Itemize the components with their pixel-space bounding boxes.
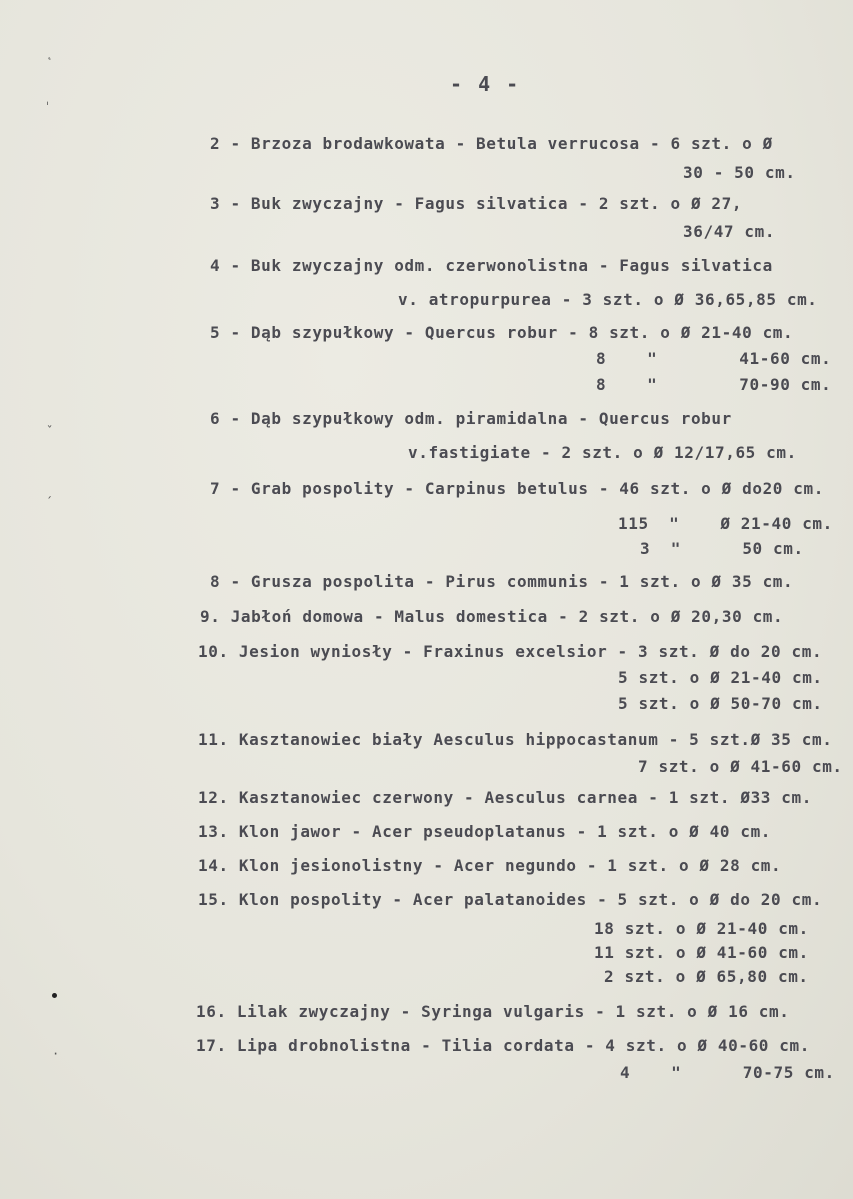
text-line: 16. Lilak zwyczajny - Syringa vulgaris - 1 szt. o Ø 16 cm.	[196, 1002, 790, 1021]
text-line: 3 " 50 cm.	[640, 539, 804, 558]
margin-mark: ˇ	[46, 424, 54, 438]
text-line: 12. Kasztanowiec czerwony - Aesculus carnea - 1 szt. Ø33 cm.	[198, 788, 812, 807]
text-line: 2 szt. o Ø 65,80 cm.	[604, 967, 809, 986]
text-line: 5 - Dąb szypułkowy - Quercus robur - 8 szt. o Ø 21-40 cm.	[210, 323, 794, 342]
text-line: 5 szt. o Ø 50-70 cm.	[618, 694, 823, 713]
text-line: 8 " 41-60 cm.	[596, 349, 832, 368]
text-line: 30 - 50 cm.	[683, 163, 796, 182]
text-line: 8 " 70-90 cm.	[596, 375, 832, 394]
text-line: 3 - Buk zwyczajny - Fagus silvatica - 2 szt. o Ø 27,	[210, 194, 743, 213]
margin-mark: ˈ	[44, 100, 52, 114]
text-line: v. atropurpurea - 3 szt. o Ø 36,65,85 cm.	[398, 290, 818, 309]
margin-mark: ˏ	[46, 484, 54, 498]
text-line: 115 " Ø 21-40 cm.	[618, 514, 833, 533]
text-line: 36/47 cm.	[683, 222, 776, 241]
text-line: 10. Jesion wyniosły - Fraxinus excelsior - 3 szt. Ø do 20 cm.	[198, 642, 823, 661]
text-line: 7 - Grab pospolity - Carpinus betulus - 46 szt. o Ø do20 cm.	[210, 479, 824, 498]
text-line: 7 szt. o Ø 41-60 cm.	[638, 757, 843, 776]
page-number: - 4 -	[450, 72, 521, 96]
margin-mark: ˛	[46, 46, 54, 60]
text-line: 14. Klon jesionolistny - Acer negundo - 1 szt. o Ø 28 cm.	[198, 856, 782, 875]
text-line: 13. Klon jawor - Acer pseudoplatanus - 1 szt. o Ø 40 cm.	[198, 822, 772, 841]
text-line: 8 - Grusza pospolita - Pirus communis - 1 szt. o Ø 35 cm.	[210, 572, 794, 591]
margin-dot	[52, 993, 57, 998]
margin-mark: ·	[52, 1047, 60, 1061]
text-line: 4 - Buk zwyczajny odm. czerwonolistna - Fagus silvatica	[210, 256, 773, 275]
text-line: v.fastigiate - 2 szt. o Ø 12/17,65 cm.	[408, 443, 797, 462]
text-line: 9. Jabłoń domowa - Malus domestica - 2 szt. o Ø 20,30 cm.	[200, 607, 784, 626]
text-line: 11 szt. o Ø 41-60 cm.	[594, 943, 809, 962]
text-line: 17. Lipa drobnolistna - Tilia cordata - 4 szt. o Ø 40-60 cm.	[196, 1036, 810, 1055]
text-line: 18 szt. o Ø 21-40 cm.	[594, 919, 809, 938]
text-line: 11. Kasztanowiec biały Aesculus hippocastanum - 5 szt.Ø 35 cm.	[198, 730, 833, 749]
text-line: 4 " 70-75 cm.	[620, 1063, 835, 1082]
text-line: 6 - Dąb szypułkowy odm. piramidalna - Quercus robur	[210, 409, 732, 428]
text-line: 2 - Brzoza brodawkowata - Betula verrucosa - 6 szt. o Ø	[210, 134, 773, 153]
text-line: 15. Klon pospolity - Acer palatanoides - 5 szt. o Ø do 20 cm.	[198, 890, 823, 909]
text-line: 5 szt. o Ø 21-40 cm.	[618, 668, 823, 687]
